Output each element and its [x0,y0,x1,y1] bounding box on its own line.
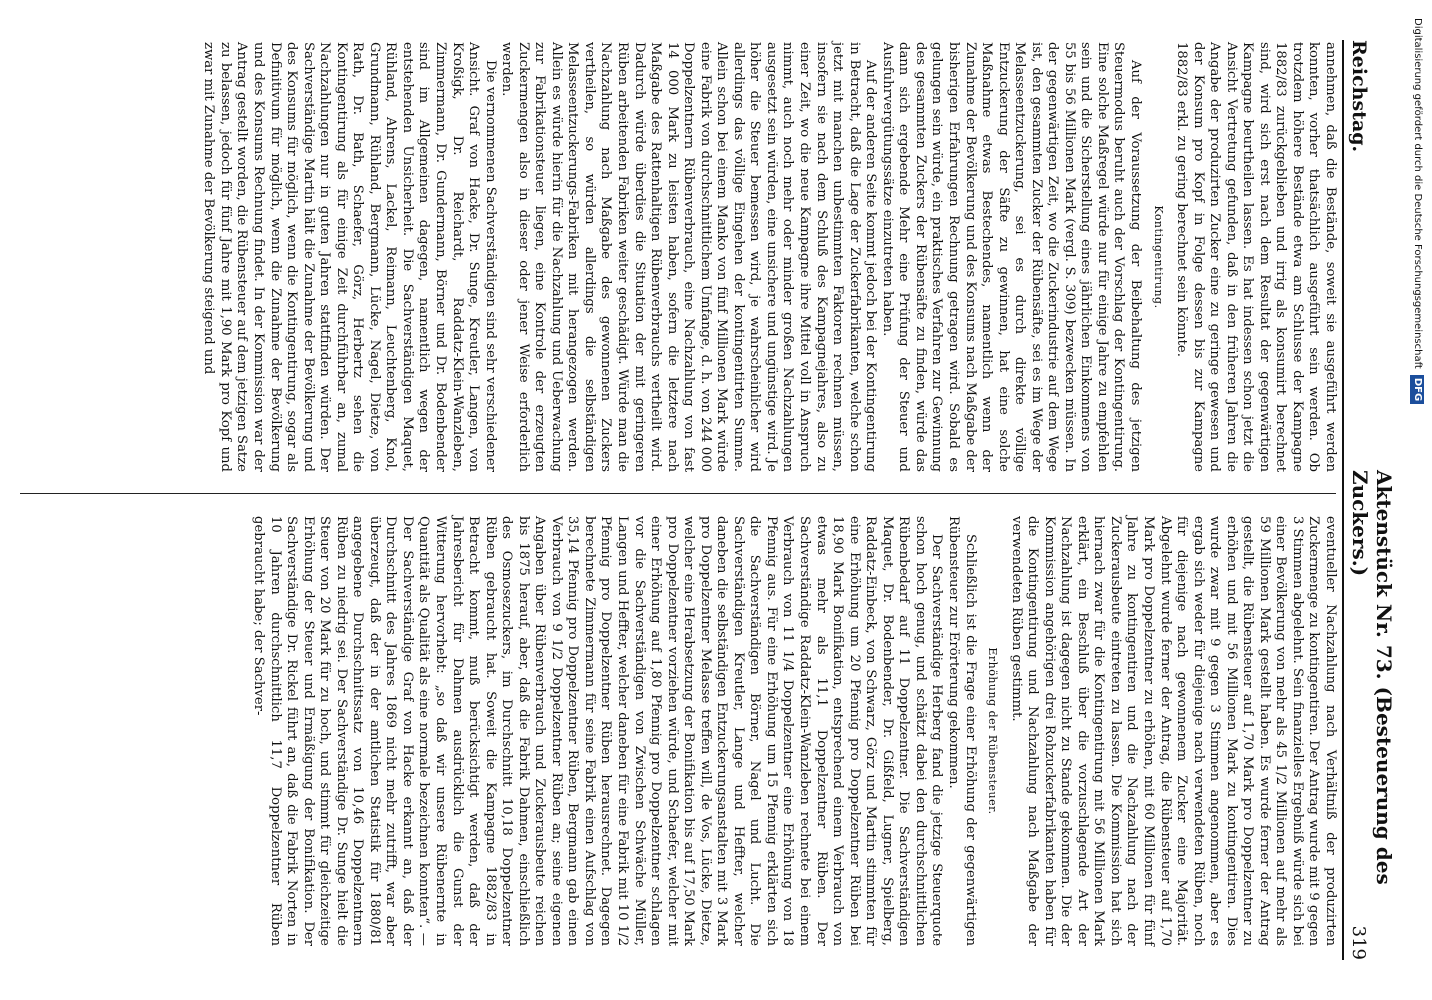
header-document-number [1348,470,1396,960]
page-header [1342,40,1396,960]
header-subject: (Besteuerung des Zuckers.) [1348,470,1396,885]
dfg-logo-icon: DFG [1410,375,1424,404]
paragraph: Auf der Voraussetzung der Beibehaltung des jetzigen Steuermodus beruht auch der Vorschlag der Kontingentirung. Eine solche Maßregel würde nur für einige Jahre zu empfehlen sein und die Sicherstellung eines jährlichen Einkommens von 55 bis 56 Millionen Mark (vergl. S. 309) bezwecken müssen. In der gegenwärtigen Zeit, wo die Zuckerindustrie auf dem Wege ist, den gesammten Zucker der Rübensäfte, sei es im Wege der Melasseentzuckerung, sei es durch direkte völlige Entzuckerung der Säfte zu gewinnen, hat eine solche Maßnahme etwas Bestechendes, namentlich wenn der Zunahme der Bevölkerung und des Konsums nach Maßgabe der bisherigen Erfahrungen Rechnung getragen wird. Sobald es gelungen sein würde, ein praktisches Verfahren zur Gewinnung des gesammten Zuckers der Rübensäfte zu finden, würde das dann sich ergebende Mehr eine Prüfung der Steuer und Ausfuhrvergütungssätze einzutreten haben. [879,42,1143,472]
stamp-text: Digitalisierung gefördert durch die Deutsche Forschungsgemeinschaft [1412,18,1423,369]
paragraph: eventueller Nachzahlung nach Verhältniß der produzirten Zuckermenge zu kontingentiren. Der Antrag wurde mit 9 gegen 3 Stimmen abgelehnt. Sein finanzielles Ergebniß würde sich bei einer Bevölkerung von mehr als 45 1/2 Millionen auf mehr als 59 Millionen Mark gestellt haben. Es wurde ferner der Antrag gestellt, die Rübensteuer auf 1,70 Mark pro Doppelzentner zu erhöhen und mit 56 Millionen Mark zu kontingentiren. Dies wurde zwar mit 9 gegen 3 Stimmen angenommen, aber es ergab sich weder für diejenige nach verwendeten Rüben, noch für diejenige nach gewonnenem Zucker eine Majorität. Abgelehnt wurde ferner der Antrag, die Rübensteuer auf 1,70 Mark pro Doppelzentner zu erhöhen, mit 60 Millionen für fünf Jahre zu kontingentiren und die Nachzahlung nach der Zuckerausbeute eintreten zu lassen. Die Kommission hat sich hiernach zwar für die Kontingentirung mit 56 Millionen Mark erklärt, ein Beschluß über die vorzuschlagende Art der Nachzahlung ist dagegen nicht zu Stande gekommen. Die der Kommission angehörigen drei Rohzuckerfabrikanten haben für die Kontingentirung und Nachzahlung nach Maßgabe der verwendeten Rüben gestimmt. [1008,516,1338,946]
digitization-stamp [1404,0,1430,1000]
paragraph: Auf der anderen Seite kommt jedoch bei der Kontingentirung in Betracht, daß die Lage der Zuckerfabrikanten, welche schon jetzt mit manchen unbestimmten Faktoren rechnen müssen, insofern sie nach dem Schluß des Kampagnejahres, also zu einer Zeit, wo die neue Kampagne ihre Mittel voll in Anspruch nimmt, auch noch mehr oder minder großen Nachzahlungen ausgesetzt sein würden, eine unsichere und ungünstige wird. Je höher die Steuer bemessen wird, je wahrscheinlicher wird allerdings das völlige Eingehen der kontingentirten Summe. Allein schon bei einem Manko von fünf Millionen Mark würde eine Fabrik von durchschnittlichem Umfange, d. h. von 244 000 Doppelzentnern Rübenverbrauch, eine Nachzahlung von fast 14 000 Mark zu leisten haben, sofern die letztere nach Maßgabe des Rattenhaltigen Rübenverbrauchs vertheilt wird. Dadurch würde überdies die Situation der mit geringeren Rüben arbeitenden Fabriken weiter geschädigt. Würde man die Nachzahlung nach Maßgabe des gewonnenen Zuckers vertheilen, so würden allerdings die selbständigen Melasseentzuckerungs-Fabriken mit herangezogen werden. Allein es würde hierin für die Nachzahlung und Ueberwachung zur Fabrikationsteuer liegen, eine Kontrole der erzeugten Zuckermengen also in dieser oder jener Weise erforderlich werden. [499,42,879,472]
paragraph: Die vernommenen Sachverständigen sind sehr verschiedener Ansicht. Graf von Hacke, Dr. Sunge, Kreutler, Langen, von Kroßigk, Dr. Reichardt, Raddatz-Klein-Wanzleben, Zimmermann, Dr. Gundermann, Börner und Dr. Bodenbender sind im Allgemeinen dagegen, namentlich wegen der entstehenden Unsicherheit. Die Sachverständigen Maquet, Rühland, Ahrens, Lackel, Reimann, Leuchtenberg, Knol, Grundmann, Rühland, Bergmann, Lücke, Nagel, Dietze, von Rath, Dr. Bath, Schaefer, Görz, Herbertz sehen die Kontingentirung als für einige Zeit durchführbar an, zumal Nachzahlungen nur in guten Jahren stattfinden würden. Der Sachverständige Martin hält die Zunahme der Bevölkerung und des Konsums für möglich, wenn die Kontingentirung, sogar als Definitivum für möglich, wenn die Zunahme der Bevölkerung und des Konsums Rechnung findet. In der Kommission war der Antrag gestellt worden, die Rübensteuer auf dem jetzigen Satze zu belassen, jedoch für fünf Jahre mit 1,90 Mark pro Kopf und zwar mit Zunahme der Bevölkerung steigend und [201,42,498,472]
paragraph: Schließlich ist die Frage einer Erhöhung der gegenwärtigen Rübensteuer zur Erörterung gekommen. [945,516,978,946]
right-column [249,516,1338,946]
paragraph: annehmen, daß die Bestände, soweit sie ausgeführt werden konnten, vorher thatsächlich ausgeführt sein werden. Ob trotzdem höhere Bestände etwa am Schlusse der Kampagne 1882/83 zurückgeblieben und irrig als konsumirt berechnet sind, wird sich erst nach dem Resultat der gegenwärtigen Kampagne beurtheilen lassen. Es hat indessen schon jetzt die Ansicht Vertretung gefunden, daß in den früheren Jahren die Angabe der produzirten Zucker eine zu geringe gewesen und der Konsum pro Kopf in Folge dessen bis zur Kampagne 1882/83 erkl. zu gering berechnet sein könnte. [1174,42,1338,472]
paragraph: Der Sachverständige Herberg fand die jetzige Steuerquote schon hoch genug, und schätzt dabei den durchschnittlichen Rübenbedarf auf 11 Doppelzentner. Die Sachverständigen Maquet, Dr. Bodenbender, Dr. Gißfeld, Lugner, Spielberg, Raddatz-Einbeck, von Schwarz, Görz und Martin stimmten für eine Erhöhung um 20 Pfennig pro Doppelzentner Rüben bei 18,90 Mark Bonifikation, entsprechend einem Verbrauch von etwas mehr als 11,1 Doppelzentner Rüben. Der Sachverständige Raddatz-Klein-Wanzleben rechnete bei einem Verbrauch von 11 1/4 Doppelzentner eine Erhöhung von 18 Pfennig aus. Für eine Erhöhung um 15 Pfennig erklärten sich die Sachverständigen Börner, Nagel und Lucht. Die Sachverständigen Kreutler, Lange und Heffter, welcher daneben die selbständigen Entzuckerungsanstalten mit 3 Mark pro Doppelzentner Melasse treffen will, de Vos, Lücke, Dietze, welcher eine Herabsetzung der Bonifikation bis auf 17,50 Mark pro Doppelzentner vorziehen würde, und Schaefer, welcher mit einer Erhöhung auf 1,80 Pfennig pro Doppelzentner schlagen vor die Sachverständigen von Zwischen Schwäche Müller, Langen und Heffter, welcher daneben für eine Fabrik mit 10 1/2 Pfennig pro Doppelzentner Rüben herausrechnet. Dagegen berechnete Zimmermann für seine Fabrik einen Aufschlag von 35,14 Pfennig pro Doppelzentner Rüben, Bergmann gab einen Verbrauch von 9 1/2 Doppelzentner Rüben an; seine eigenen Angaben über Rübenverbrauch und Zuckerausbeute reichen bis 1875 herauf, aber, daß die Fabrik Dahmen, einschließlich des Osmosezuckers, im Durchschnitt 10,18 Doppelzentner Rüben gebraucht hat. Soweit die Kampagne 1882/83 in Betracht kommt, muß berücksichtigt werden, daß der Jahresbericht für Dahmen ausdrücklich die Gunst der Witterung hervorhebt: „so daß wir unsere Rübenernte in Quantität als Qualität als eine normale bezeichnen konnten“. — Der Sachverständige Graf von Hacke erkannt an, daß der Durchschnitt des Jahres 1869 nicht mehr zutrifft, war aber überzeugt, daß der in der amtlichen Statistik für 1880/81 angegebene Durchschnittssatz von 10,46 Doppelzentnern Rüben zu niedrig sei. Der Sachverständige Dr. Sunge hielt die Steuer von 20 Mark für zu hoch, und stimmt für gleichzeitige Erhöhung der Steuer und Ermäßigung der Bonifikation. Der Sachverständige Dr. Rickel führt an, daß die Fabrik Norten in 10 Jahren durchschnittlich 11,7 Doppelzentner Rüben gebraucht habe; der Sachver- [251,516,945,946]
column-divider [20,493,1336,494]
header-title: Reichstag. [1348,40,1370,153]
page-number: 319 [1348,925,1369,960]
left-column [200,42,1338,472]
section-heading-kontingentirung: Kontingentirung. [1151,205,1165,309]
section-heading-ruebensteuer: Erhöhung der Rübensteuer. [986,647,1000,815]
header-aktenstueck: Aktenstück Nr. 73. [1372,470,1396,680]
